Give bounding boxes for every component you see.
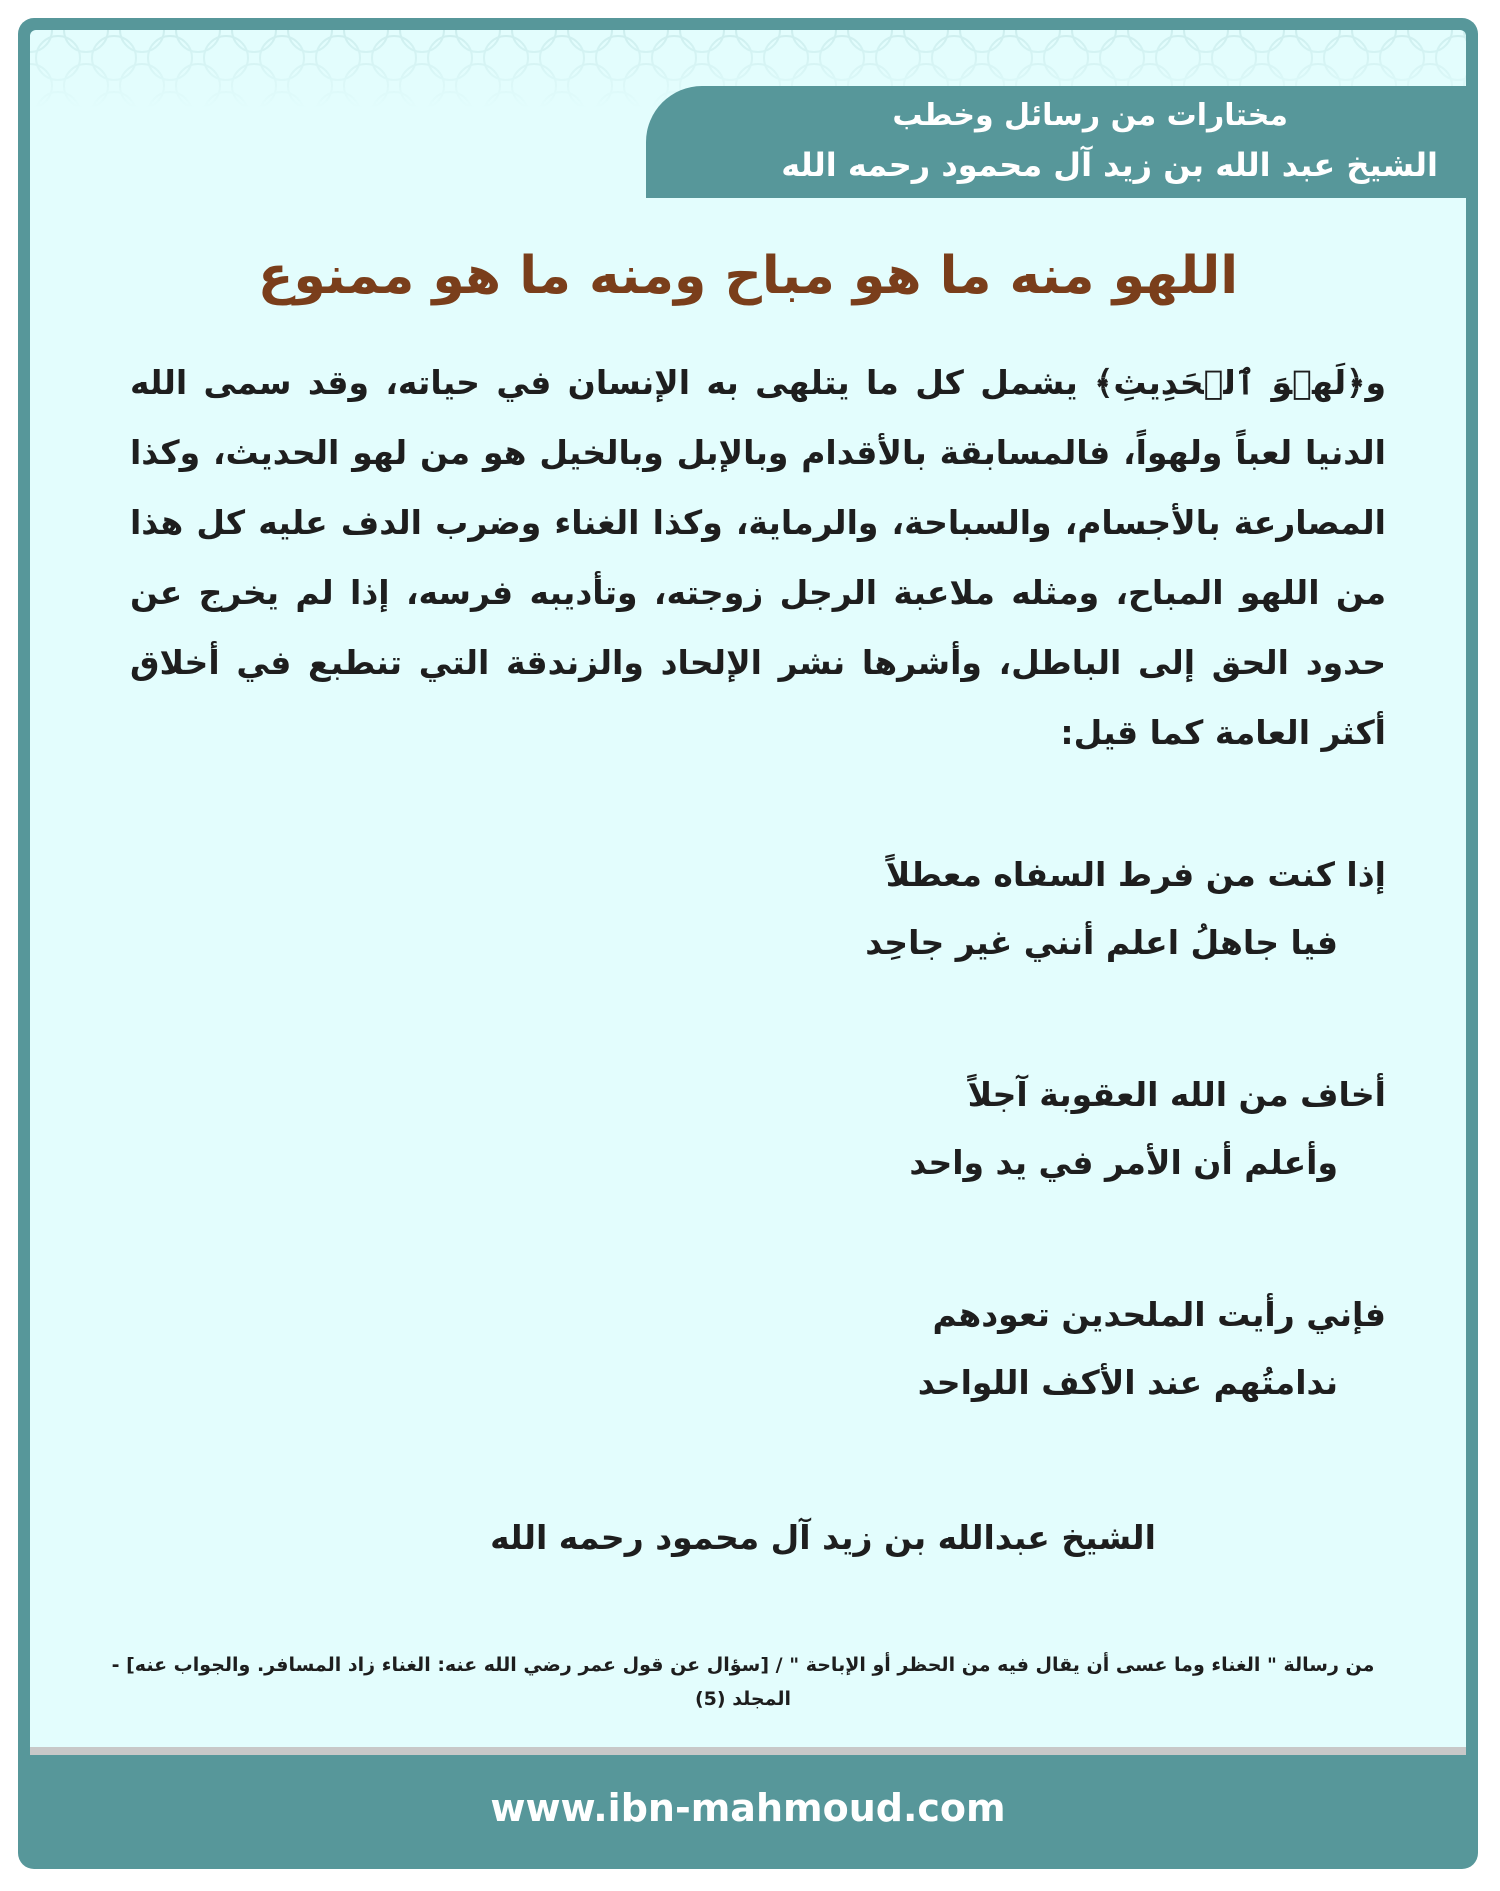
poem-line-5: فإني رأيت الملحدين تعودهم: [932, 1295, 1386, 1334]
source-citation: من رسالة " الغناء وما عسى أن يقال فيه من الحظر أو الإباحة " / [سؤال عن قول عمر رضي الله عنه: الغناء زاد المسافر. والجواب عنه] - المجلد (5): [111, 1654, 1375, 1710]
poem-line-2: فيا جاهلُ اعلم أنني غير جاحِد: [865, 923, 1338, 962]
content-panel: [30, 30, 1466, 1747]
series-title: مختارات من رسائل وخطب: [892, 98, 1288, 133]
signature: الشيخ عبدالله بن زيد آل محمود رحمه الله: [490, 1518, 1156, 1557]
poem-line-1: إذا كنت من فرط السفاه معطلاً: [885, 855, 1386, 894]
article-title: اللهو منه ما هو مباح ومنه ما هو ممنوع: [257, 246, 1239, 306]
footer-divider: [30, 1747, 1466, 1755]
header-band: [646, 86, 1466, 198]
poem-line-6: ندامتُهم عند الأكف اللواحد: [917, 1363, 1338, 1402]
poem-line-4: وأعلم أن الأمر في يد واحد: [909, 1143, 1338, 1182]
poem-line-3: أخاف من الله العقوبة آجلاً: [967, 1075, 1386, 1114]
article-body: و﴿لَهۡوَ ٱلۡحَدِيثِ﴾ يشمل كل ما يتلهى به الإنسان في حياته، وقد سمى الله الدنيا لعباً ولهواً، فالمسابقة بالأقدام وبالإبل وبالخيل هو من لهو الحديث، وكذا المصارعة بالأجسام، والسباحة، والرماية، وكذا الغناء وضرب الدف عليه كل هذا من اللهو المباح، ومثله ملاعبة الرجل زوجته، وتأديبه فرسه، إذا لم يخرج عن حدود الحق إلى الباطل، وأشرها نشر الإلحاد والزندقة التي تنطبع في أخلاق أكثر العامة كما قيل:: [130, 363, 1386, 752]
website-link[interactable]: www.ibn-mahmoud.com: [490, 1786, 1006, 1830]
page-frame: [18, 18, 1478, 1869]
author-name: الشيخ عبد الله بن زيد آل محمود رحمه الله: [781, 146, 1438, 184]
